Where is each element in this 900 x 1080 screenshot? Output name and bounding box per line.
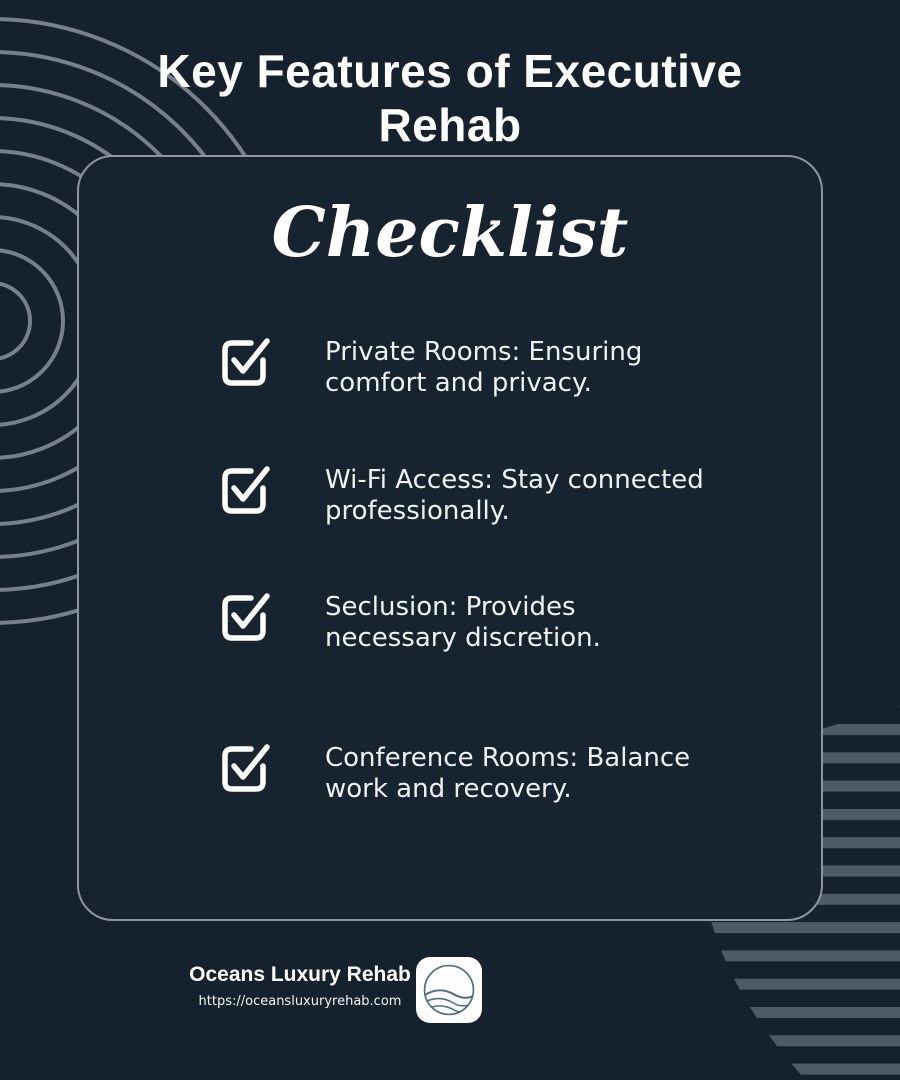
checkbox-checked-icon xyxy=(217,463,273,519)
checklist-item-text: Wi-Fi Access: Stay connected professionally. xyxy=(325,465,704,526)
checkbox-checked-icon xyxy=(217,335,273,391)
checklist-item-text: Private Rooms: Ensuring comfort and privacy. xyxy=(325,337,643,398)
brand-name: Oceans Luxury Rehab xyxy=(189,963,411,986)
page-title-line1: Key Features of Executive xyxy=(157,45,743,97)
checklist-item-text: Seclusion: Provides necessary discretion. xyxy=(325,592,601,653)
checkbox-checked-icon xyxy=(217,741,273,797)
checkbox-checked-icon xyxy=(217,590,273,646)
checklist-item-text: Conference Rooms: Balance work and recovery. xyxy=(325,743,691,804)
page-title-line2: Rehab xyxy=(378,99,522,152)
website-url: https://oceansluxuryrehab.com xyxy=(198,994,402,1009)
ocean-wave-icon xyxy=(418,959,480,1021)
brand-logo xyxy=(416,957,482,1023)
checklist-heading: Checklist xyxy=(271,193,629,273)
